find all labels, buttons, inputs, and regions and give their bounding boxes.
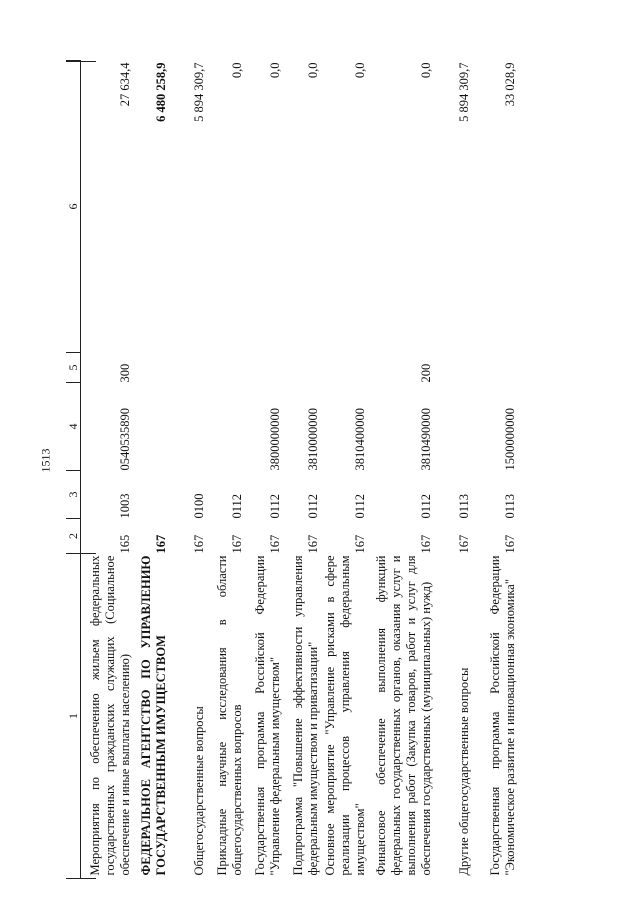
row-c6-cell: 27 634,4 [118, 62, 132, 107]
table-row [323, 61, 370, 879]
row-c6-cell: 33 028,9 [503, 62, 517, 107]
col-header-5: 5 [66, 353, 81, 383]
budget-table-rotated [66, 61, 526, 879]
row-name-cell: Другие общегосударственные вопросы [457, 667, 471, 876]
row-c3-cell: 0112 [353, 493, 367, 519]
row-name-cell: Основное мероприятие "Управление рисками в сфере реализации процессов управления федеральным имуществом" [323, 555, 367, 876]
table-row [171, 61, 209, 879]
row-c2-cell: 167 [154, 534, 168, 554]
row-c4-cell: 3810490000 [419, 408, 433, 471]
row-c2-cell: 167 [353, 534, 367, 554]
row-name-cell: Общегосударственные вопросы [192, 706, 206, 876]
col-header-6: 6 [66, 61, 81, 353]
col-header-1: 1 [66, 554, 81, 879]
row-c4-cell [209, 383, 247, 471]
row-c5-cell [323, 353, 370, 383]
row-c4-cell: 3810400000 [353, 408, 367, 471]
table-row [436, 61, 474, 879]
row-c6-cell: 0,0 [230, 62, 244, 79]
row-c5-cell [209, 353, 247, 383]
table-body [81, 61, 521, 879]
row-c6-cell: 5 894 309,7 [457, 62, 471, 122]
row-c3-cell: 0113 [457, 493, 471, 519]
row-c3-cell: 0112 [419, 493, 433, 519]
row-c4-cell [171, 383, 209, 471]
frame-left-line [66, 878, 96, 879]
table-row [474, 61, 520, 879]
budget-table [66, 60, 520, 879]
table-row [285, 61, 323, 879]
col-header-2: 2 [66, 519, 81, 554]
row-c2-cell: 167 [457, 534, 471, 554]
row-c2-cell: 167 [419, 534, 433, 554]
row-c6-cell: 5 894 309,7 [192, 62, 206, 122]
row-c5-cell [247, 353, 285, 383]
row-c5-cell [436, 353, 474, 383]
table-row [247, 61, 285, 879]
row-c6-cell: 6 480 258,9 [154, 62, 168, 122]
row-c2-cell: 165 [118, 534, 132, 554]
col-header-3: 3 [66, 471, 81, 519]
row-c5-cell: 300 [118, 363, 132, 383]
row-c5-cell [285, 353, 323, 383]
row-c2-cell: 167 [230, 534, 244, 554]
row-c3-cell: 1003 [118, 493, 132, 519]
frame-divider-line [66, 553, 96, 554]
header-row [66, 61, 81, 879]
row-name-cell: Подпрограмма "Повышение эффективности управления федеральным имуществом и приватизации" [291, 555, 320, 876]
row-c3-cell: 0100 [192, 493, 206, 519]
row-c2-cell: 167 [306, 534, 320, 554]
row-c4-cell: 3810000000 [306, 408, 320, 471]
row-c4-cell: 3800000000 [268, 408, 282, 471]
table-row [135, 61, 171, 879]
row-c4-cell [436, 383, 474, 471]
row-c3-cell [135, 471, 171, 519]
row-name-cell: ФЕДЕРАЛЬНОЕ АГЕНТСТВО ПО УПРАВЛЕНИЮ ГОСУДАРСТВЕННЫМ ИМУЩЕСТВОМ [139, 555, 168, 876]
table-row [370, 61, 436, 879]
row-c6-cell: 0,0 [419, 62, 433, 79]
row-c6-cell: 0,0 [353, 62, 367, 79]
row-c4-cell: 1500000000 [503, 408, 517, 471]
table-row [209, 61, 247, 879]
row-c2-cell: 167 [192, 534, 206, 554]
row-c2-cell: 167 [503, 534, 517, 554]
row-name-cell: Государственная программа Российской Федерации "Экономическое развитие и инновационная экономика" [488, 555, 517, 876]
row-c3-cell: 0112 [230, 493, 244, 519]
row-name-cell: Государственная программа Российской Федерации "Управление федеральным имуществом" [253, 555, 282, 876]
row-c5-cell [474, 353, 520, 383]
row-c3-cell: 0113 [503, 493, 517, 519]
row-c6-cell: 0,0 [268, 62, 282, 79]
row-name-cell: Финансовое обеспечение выполнения функций федеральных государственных органов, оказания услуг и выполнения работ (Закупка товаров, работ и услуг для обеспечения государственных (муниципальных) нужд) [374, 555, 433, 876]
row-c2-cell: 167 [268, 534, 282, 554]
row-c5-cell [171, 353, 209, 383]
row-c4-cell: 0540535890 [118, 408, 132, 471]
row-c6-cell: 0,0 [306, 62, 320, 79]
col-header-4: 4 [66, 383, 81, 471]
row-name-cell: Мероприятия по обеспечению жильем федеральных государственных гражданских служащих (Социальное обеспечение и иные выплаты населению) [88, 555, 132, 876]
row-c5-cell: 200 [419, 363, 433, 383]
row-c4-cell [135, 383, 171, 471]
row-name-cell: Прикладные научные исследования в области общегосударственных вопросов [215, 555, 244, 876]
row-c5-cell [135, 353, 171, 383]
page-number: 1513 [38, 448, 53, 473]
table-row [81, 61, 136, 879]
row-c3-cell: 0112 [268, 493, 282, 519]
frame-right-line [66, 61, 96, 62]
row-c3-cell: 0112 [306, 493, 320, 519]
